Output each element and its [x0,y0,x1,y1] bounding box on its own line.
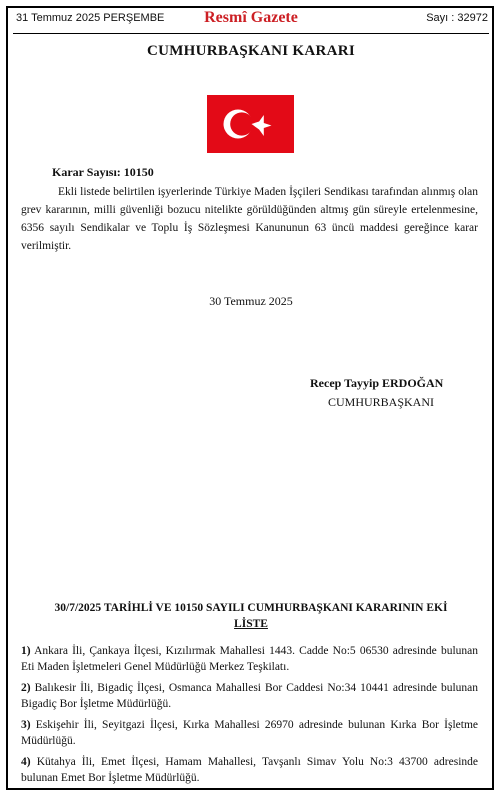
list-item-text: Eskişehir İli, Seyitgazi İlçesi, Kırka Mahallesi 26970 adresinde bulunan Kırka Bor İşletme Müdürlüğü. [21,719,478,747]
header-divider [13,33,489,34]
list-item-text: Ankara İli, Çankaya İlçesi, Kızılırmak Mahallesi 1443. Cadde No:5 06530 adresinde bulunan Eti Maden İşletmeleri Genel Müdürlüğü Merkez Teşkilatı. [21,645,478,673]
signer-title: CUMHURBAŞKANI [328,395,435,409]
annex-heading-line: 30/7/2025 TARİHLİ VE 10150 SAYILI CUMHURBAŞKANI KARARININ EKİ [54,602,448,614]
signer-name: Recep Tayyip ERDOĞAN [310,376,444,390]
list-item [21,643,478,675]
gazette-header [8,9,494,29]
list-item [21,754,478,786]
list-item-number: 1) [21,645,31,657]
gazette-title: Resmî Gazete [204,9,298,26]
annex-heading-list: LİSTE [234,618,268,630]
decision-date: 30 Temmuz 2025 [209,294,293,308]
header-date: 31 Temmuz 2025 PERŞEMBE [16,12,165,24]
turkish-flag-icon [207,95,294,153]
list-item-text: Balıkesir İli, Bigadiç İlçesi, Osmanca Mahallesi Bor Caddesi No:34 10441 adresinde bulunan Bigadiç Bor İşletme Müdürlüğü. [21,682,478,710]
list-item [21,717,478,749]
list-item-number: 3) [21,719,31,731]
issue-number: Sayı : 32972 [426,12,488,24]
decision-body: Ekli listede belirtilen işyerlerinde Türkiye Maden İşçileri Sendikası tarafından alınmış olan grev kararının, milli güvenliği bozucu nitelikte görüldüğünden altmış gün süreyle ertelenmesine, 6356 sayılı Sendikalar ve Toplu İş Sözleşmesi Kanununun 63 üncü maddesi gereğince karar verilmiştir. [21,186,478,252]
list-item [21,680,478,712]
decision-number: Karar Sayısı: 10150 [52,165,154,179]
document-title: CUMHURBAŞKANI KARARI [146,43,356,59]
list-item-number: 2) [21,682,31,694]
list-item-text: Kütahya İli, Emet İlçesi, Hamam Mahallesi, Tavşanlı Simav Yolu No:3 43700 adresinde bulunan Emet Bor İşletme Müdürlüğü. [21,756,478,784]
list-item-number: 4) [21,756,31,768]
annex-heading [30,600,472,632]
